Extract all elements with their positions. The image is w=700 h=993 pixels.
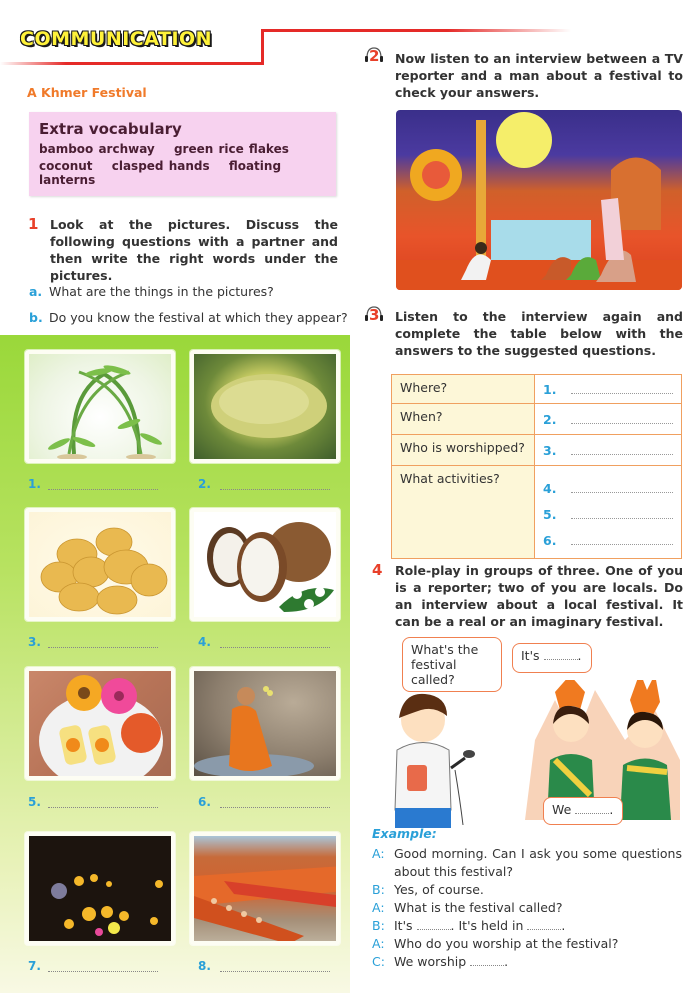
- dialog-text: What is the festival called?: [394, 900, 563, 915]
- table-row: [392, 466, 682, 559]
- bubble-text: festival called?: [411, 657, 457, 687]
- table-question: When?: [392, 404, 535, 435]
- answer-blank[interactable]: [220, 971, 330, 972]
- table-row: [392, 435, 682, 466]
- table-question: What activities?: [392, 466, 535, 559]
- answer-blank[interactable]: [571, 483, 673, 493]
- reporter-speech-bubble: [402, 637, 502, 692]
- answer-blank[interactable]: [571, 384, 673, 394]
- header-rule-left: [0, 62, 264, 65]
- picture-label: 2.: [198, 477, 211, 491]
- vocab-word: green rice flakes: [173, 142, 289, 156]
- answer-number: 1.: [543, 381, 557, 397]
- answer-blank[interactable]: [571, 414, 673, 424]
- potatoes-illustration: [29, 512, 175, 621]
- question-letter: b.: [29, 310, 43, 325]
- cakes-illustration: [29, 671, 175, 780]
- answer-blank[interactable]: [527, 920, 561, 930]
- question-letter: a.: [29, 284, 43, 299]
- vocabulary-row: [39, 159, 326, 187]
- speaker-label: A:: [372, 936, 385, 951]
- table-answer-cell: [535, 375, 682, 404]
- question-a: [29, 284, 274, 299]
- monk-illustration: [194, 671, 340, 780]
- picture-label: 5.: [28, 795, 41, 809]
- picture-bamboo-archway: [25, 350, 175, 463]
- dialog-text: Yes, of course.: [394, 882, 484, 897]
- dialog-text: We worship .: [394, 954, 509, 969]
- answer-blank[interactable]: [575, 804, 609, 814]
- question-text: What are the things in the pictures?: [49, 284, 274, 299]
- questions-table: [391, 374, 682, 559]
- bubble-text: It's: [521, 648, 540, 663]
- table-answer-cell: [535, 435, 682, 466]
- picture-label: 4.: [198, 635, 211, 649]
- speaker-label: B:: [372, 882, 385, 897]
- speaker-label: A:: [372, 900, 385, 915]
- answer-blank[interactable]: [470, 956, 504, 966]
- task-number: 1: [28, 215, 39, 233]
- picture-floating-lanterns: [25, 832, 175, 945]
- answer-blank[interactable]: [544, 650, 578, 660]
- task2-instruction: Now listen to an interview between a TV reporter and a man about a festival to check your answers.: [395, 51, 683, 100]
- question-text: Do you know the festival at which they appear?: [49, 310, 348, 325]
- picture-label: 7.: [28, 959, 41, 973]
- dialog-text: It's . It's held in .: [394, 918, 566, 933]
- dialog-line: [372, 935, 684, 953]
- picture-cakes-flowers: [25, 667, 175, 780]
- header-rule-step: [261, 29, 264, 65]
- answer-blank[interactable]: [571, 509, 673, 519]
- vocab-word: clasped hands: [111, 159, 210, 173]
- table-answer-cell: [535, 404, 682, 435]
- question-b: [29, 310, 348, 325]
- picture-green-rice-flakes: [190, 350, 340, 463]
- boat-race-illustration: [194, 836, 340, 945]
- speaker-label: B:: [372, 918, 385, 933]
- picture-boat-race: [190, 832, 340, 945]
- extra-vocabulary-box: [29, 112, 336, 196]
- answer-blank[interactable]: [48, 647, 158, 648]
- picture-potatoes: [25, 508, 175, 621]
- vocab-word: coconut: [39, 159, 93, 173]
- dialog-line: [372, 953, 684, 971]
- vocab-word: bamboo archway: [39, 142, 155, 156]
- vocabulary-row: [39, 142, 326, 156]
- picture-coconut: [190, 508, 340, 621]
- rice-flakes-illustration: [194, 354, 340, 463]
- answer-number: 2.: [543, 411, 557, 427]
- picture-label: 3.: [28, 635, 41, 649]
- bubble-text: We: [552, 802, 572, 817]
- vocabulary-title: Extra vocabulary: [39, 120, 182, 138]
- speaker-label: A:: [372, 846, 385, 861]
- answer-blank[interactable]: [417, 920, 451, 930]
- pictures-panel: [0, 335, 350, 993]
- table-question: Where?: [392, 375, 535, 404]
- dialog-text: Who do you worship at the festival?: [394, 936, 619, 951]
- task1-instruction: Look at the pictures. Discuss the following questions with a partner and then write the right words under the pictures.: [50, 217, 338, 283]
- vocab-word: floating lanterns: [39, 159, 282, 187]
- task4-instruction: Role-play in groups of three. One of you is a reporter; two of you are locals. Do an interview about a local festival. It can be a real or an imaginary festival.: [395, 563, 683, 629]
- picture-label: 6.: [198, 795, 211, 809]
- answer-blank[interactable]: [571, 535, 673, 545]
- answer-blank[interactable]: [48, 807, 158, 808]
- bamboo-archway-illustration: [29, 354, 175, 463]
- festival-ceremony-illustration: [396, 110, 682, 290]
- bubble-text: What's the: [411, 642, 479, 657]
- coconut-illustration: [194, 512, 340, 621]
- example-heading: Example:: [372, 826, 437, 841]
- task3-instruction: Listen to the interview again and complete the table below with the answers to the suggested questions.: [395, 309, 683, 358]
- table-row: [392, 404, 682, 435]
- lanterns-illustration: [29, 836, 175, 945]
- picture-label: 1.: [28, 477, 41, 491]
- header-rule-right: [261, 29, 571, 32]
- table-answer-cell: [535, 466, 682, 559]
- local-speech-bubble: It's .: [512, 643, 592, 673]
- answer-blank[interactable]: [571, 445, 673, 455]
- dialog-line: [372, 899, 684, 917]
- festival-ceremony-photo: [396, 110, 682, 290]
- answer-blank[interactable]: [48, 489, 158, 490]
- task-number: 4: [372, 561, 383, 579]
- speaker-label: C:: [372, 954, 385, 969]
- answer-number: 4.: [543, 480, 557, 496]
- picture-monk-clasped-hands: [190, 667, 340, 780]
- dialog-line: [372, 881, 684, 899]
- section-title: COMMUNICATION: [20, 28, 213, 50]
- dialog-line: [372, 845, 684, 881]
- task-number: 3: [369, 306, 380, 324]
- answer-number: 3.: [543, 442, 557, 458]
- dialog-text: Good morning. Can I ask you some questions about this festival?: [394, 846, 682, 879]
- answer-blank[interactable]: [220, 807, 330, 808]
- roleplay-illustration: [385, 680, 685, 830]
- answer-number: 5.: [543, 506, 557, 522]
- task-number: 2: [369, 47, 380, 65]
- table-row: [392, 375, 682, 404]
- local-speech-bubble: We .: [543, 797, 623, 825]
- picture-label: 8.: [198, 959, 211, 973]
- answer-number: 6.: [543, 532, 557, 548]
- table-question: Who is worshipped?: [392, 435, 535, 466]
- dialog-line: [372, 917, 684, 935]
- answer-blank[interactable]: [220, 647, 330, 648]
- answer-blank[interactable]: [48, 971, 158, 972]
- lesson-subtitle: A Khmer Festival: [27, 85, 147, 100]
- answer-blank[interactable]: [220, 489, 330, 490]
